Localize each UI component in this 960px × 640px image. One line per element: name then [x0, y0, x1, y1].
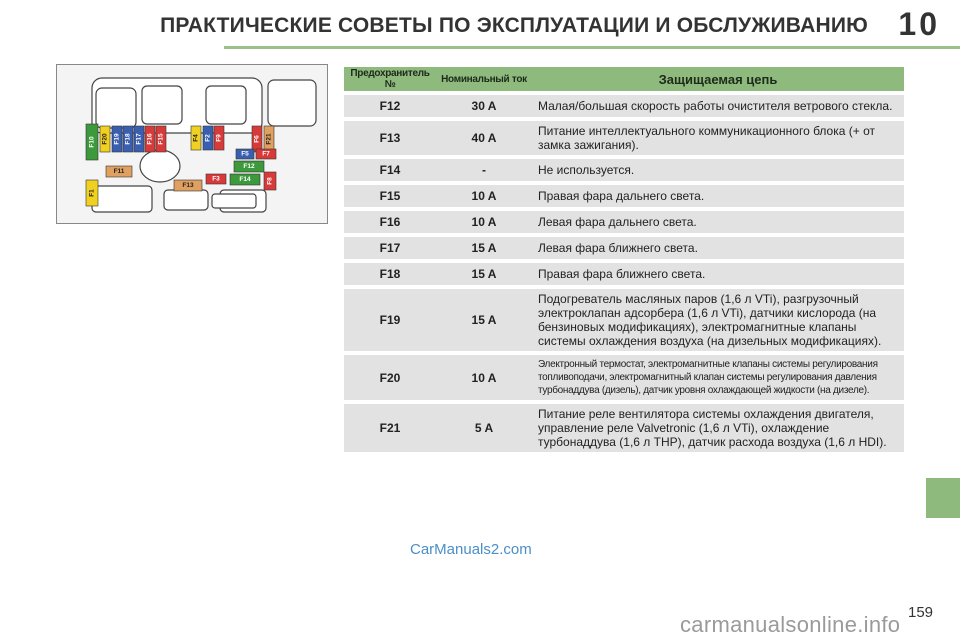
fuse-label: F11: [113, 168, 125, 175]
fuse-rating: 10 A: [436, 355, 532, 400]
fuse-f19: [112, 126, 122, 152]
fuse-f14: [230, 174, 260, 185]
fuse-number: F17: [344, 237, 436, 259]
fuse-f15: [156, 126, 166, 152]
fuse-circuit: Правая фара дальнего света.: [532, 185, 904, 207]
fuse-circuit: Питание реле вентилятора системы охлаждения двигателя, управление реле Valvetronic (1,6 л VTi), охлаждение турбонаддува (1,6 л THP), датчик расхода воздуха (1,6 л HDI).: [532, 404, 904, 452]
fuse-f8: [264, 172, 276, 190]
relay-slot-1: [96, 88, 136, 128]
fuse-f20: [100, 126, 110, 152]
fuse-number: F16: [344, 211, 436, 233]
fuse-circuit: Малая/большая скорость работы очистителя ветрового стекла.: [532, 95, 904, 117]
fuse-f2: [203, 126, 213, 150]
fuse-number: F15: [344, 185, 436, 207]
fuse-f18: [123, 126, 133, 152]
table-row: [344, 355, 904, 400]
fuse-circuit: Левая фара ближнего света.: [532, 237, 904, 259]
fuse-box-svg: [56, 64, 328, 224]
chapter-number: 10: [898, 6, 940, 42]
footer-watermark: carmanualsonline.info: [680, 612, 901, 637]
fuse-rating: 10 A: [436, 211, 532, 233]
fuse-circuit: Подогреватель масляных паров (1,6 л VTi), разгрузочный электроклапан адсорбера (1,6 л VTi), датчики кислорода (на бензиновых модификациях), электромагнитные клапаны системы охлаждения воздуха (на дизельных модификациях).: [532, 289, 904, 351]
fuse-rating: 30 A: [436, 95, 532, 117]
fuse-f17: [134, 126, 144, 152]
fuse-number: F14: [344, 159, 436, 181]
fuse-number: F20: [344, 355, 436, 400]
fuse-label: F12: [243, 163, 255, 170]
table-row: [344, 159, 904, 181]
fuse-f9: [214, 126, 224, 150]
relay-slot-5: [92, 186, 152, 212]
relay-slot-3: [206, 86, 246, 124]
fuse-number: F19: [344, 289, 436, 351]
fuse-label: F18: [124, 133, 132, 145]
fuse-label: F3: [212, 175, 220, 183]
fuse-label: F6: [253, 135, 261, 143]
fuse-f13: [174, 180, 202, 191]
header-fuse-number: Предохранитель №: [344, 67, 436, 91]
fuse-rating: 40 A: [436, 121, 532, 155]
fuse-table: [344, 63, 904, 456]
fuse-f6: [252, 126, 262, 152]
fuse-label: F9: [215, 134, 223, 142]
table-row: [344, 185, 904, 207]
fuse-f12: [234, 161, 264, 172]
fuse-rating: 10 A: [436, 185, 532, 207]
fuse-f11: [106, 166, 132, 177]
fuse-circuit: Не используется.: [532, 159, 904, 181]
table-row: [344, 121, 904, 155]
fuse-label: F15: [157, 133, 165, 145]
fuse-label: F17: [135, 133, 143, 145]
table-header-row: [344, 67, 904, 91]
fuse-f4: [191, 126, 201, 150]
fuse-f21: [264, 126, 274, 152]
watermark-link[interactable]: CarManuals2.com: [410, 541, 532, 558]
fuse-f5: [236, 149, 254, 159]
table-row: [344, 404, 904, 452]
fuse-label: F2: [204, 134, 212, 142]
fuse-f16: [145, 126, 155, 152]
fuse-rating: 5 A: [436, 404, 532, 452]
fuse-number: F21: [344, 404, 436, 452]
relay-slot-2: [142, 86, 182, 124]
fuse-label: F20: [101, 133, 109, 145]
fuse-rating: -: [436, 159, 532, 181]
fuse-label: F1: [88, 189, 96, 197]
fuse-label: F21: [265, 133, 273, 145]
fuse-box-diagram: [56, 64, 328, 224]
fuse-label: F10: [88, 136, 96, 148]
table-row: [344, 95, 904, 117]
chapter-side-tab: [926, 478, 960, 518]
fuse-rating: 15 A: [436, 263, 532, 285]
relay-slot-4: [268, 80, 316, 126]
fuse-rating: 15 A: [436, 289, 532, 351]
fuse-f3: [206, 174, 226, 184]
connector-ring: [140, 150, 180, 182]
fuse-label: F4: [192, 134, 200, 142]
fuse-label: F14: [239, 176, 251, 183]
fuse-circuit: Правая фара ближнего света.: [532, 263, 904, 285]
fuse-number: F13: [344, 121, 436, 155]
table-row: [344, 211, 904, 233]
page-number: 159: [908, 604, 934, 621]
fuse-label: F8: [266, 177, 274, 185]
fuse-number: F12: [344, 95, 436, 117]
page-header: [0, 0, 960, 50]
table-row: [344, 237, 904, 259]
table-row: [344, 263, 904, 285]
fuse-circuit: Питание интеллектуального коммуникационного блока (+ от замка зажигания).: [532, 121, 904, 155]
header-divider: [224, 46, 960, 49]
connector-slot: [212, 194, 256, 208]
relay-slot-6: [164, 190, 208, 210]
fuse-label: F19: [113, 133, 121, 145]
fuse-circuit: Левая фара дальнего света.: [532, 211, 904, 233]
fuse-f7: [256, 149, 276, 159]
fuse-label: F7: [262, 150, 270, 158]
fuse-label: F5: [241, 150, 249, 158]
table-row: [344, 289, 904, 351]
fuse-f1: [86, 180, 98, 206]
fuse-label: F16: [146, 133, 154, 145]
header-protected-circuit: Защищаемая цепь: [532, 67, 904, 91]
fuse-label: F13: [182, 182, 194, 189]
fuse-number: F18: [344, 263, 436, 285]
fuse-circuit: Электронный термостат, электромагнитные клапаны системы регулирования топливоподачи, электромагнитный клапан системы регулирования давления турбонаддува (дизель), датчик уровня охлаждающей жидкости (на дизеле).: [532, 355, 904, 400]
fuse-f10: [86, 124, 98, 160]
fuse-rating: 15 A: [436, 237, 532, 259]
page-title: ПРАКТИЧЕСКИЕ СОВЕТЫ ПО ЭКСПЛУАТАЦИИ И ОБСЛУЖИВАНИЮ: [160, 14, 868, 37]
header-rated-current: Номинальный ток: [436, 67, 532, 91]
